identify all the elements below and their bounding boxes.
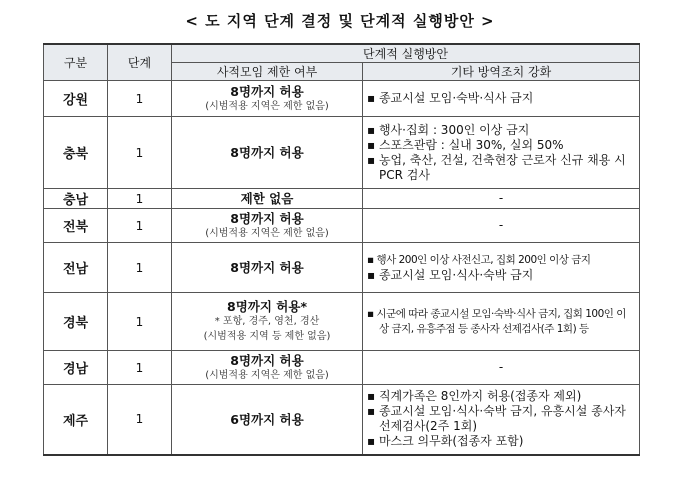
region-cell: 충북 [44,117,108,189]
table-row [44,351,640,385]
limit-cell [172,209,363,243]
header-plan: 단계적 실행방안 [172,44,640,63]
other-cell: - [363,209,640,243]
stage-cell: 1 [108,385,172,455]
other-cell [363,81,640,117]
limit-cell [172,189,363,209]
stage-cell: 1 [108,189,172,209]
table-row [44,117,640,189]
limit-cell [172,117,363,189]
bullet-item: ▪ 시군에 따라 종교시설 모임·숙박·식사 금지, 집회 100인 이상 금지, 유흥주점 등 종사자 선제검사(주 1회) 등 [367,307,626,335]
bullet-item: ▪ 마스크 의무화(접종자 포함) [367,434,524,449]
other-cell [363,243,640,293]
limit-cell [172,293,363,351]
other-cell [363,293,640,351]
other-cell [363,117,640,189]
region-cell: 제주 [44,385,108,455]
limit-main: 8명까지 허용* [227,299,307,314]
limit-sub: (시범적용 지역은 제한 없음) [205,227,329,239]
limit-sub-2: (시범적용 지역 등 제한 없음) [203,331,331,342]
limit-main: 8명까지 허용 [230,83,304,99]
header-category: 구분 [44,44,108,81]
bullet-item: ▪ 스포츠관람 : 실내 30%, 실외 50% [367,137,564,152]
limit-sub: (시범적용 지역은 제한 없음) [205,369,329,381]
bullet-item: ▪ 직계가족은 8인까지 허용(접종자 제외) [367,389,582,404]
table-row [44,209,640,243]
table-row [44,81,640,117]
region-cell: 전남 [44,243,108,293]
bullet-item: ▪ 종교시설 모임·식사·숙박 금지 [367,267,534,282]
limit-main: 8명까지 허용 [230,352,304,368]
limit-cell [172,385,363,455]
region-cell: 강원 [44,81,108,117]
other-cell: - [363,351,640,385]
bullet-item: ▪ 행사·집회 : 300인 이상 금지 [367,122,530,137]
bullet-item: ▪ 농업, 축산, 건설, 건축현장 근로자 신규 채용 시 PCR 검사 [367,152,626,182]
region-cell: 전북 [44,209,108,243]
limit-sub: * 포항, 경주, 영천, 경산 [214,316,320,327]
stage-cell: 1 [108,351,172,385]
header-other-measures: 기타 방역조치 강화 [363,63,640,81]
measures-table [43,43,640,456]
table-row [44,385,640,455]
stage-cell: 1 [108,243,172,293]
limit-main: 8명까지 허용 [230,145,304,160]
limit-main: 제한 없음 [240,191,294,206]
bullet-item: ▪ 종교시설 모임·식사·숙박 금지, 유흥시설 종사자 선제검사(2주 1회) [367,404,626,434]
limit-main: 6명까지 허용 [230,411,304,427]
region-cell: 경남 [44,351,108,385]
limit-cell [172,243,363,293]
document-title: < 도 지역 단계 결정 및 단계적 실행방안 > [185,12,495,30]
stage-cell: 1 [108,117,172,189]
region-cell: 경북 [44,293,108,351]
other-cell: - [363,189,640,209]
table-row [44,243,640,293]
bullet-item: ▪ 행사 200인 이상 사전신고, 집회 200인 이상 금지 [367,253,591,266]
region-cell: 충남 [44,189,108,209]
table-row [44,189,640,209]
limit-main: 8명까지 허용 [230,210,304,226]
limit-sub: (시범적용 지역은 제한 없음) [205,100,329,112]
stage-cell: 1 [108,293,172,351]
header-stage: 단계 [108,44,172,81]
stage-cell: 1 [108,209,172,243]
header-private-limit: 사적모임 제한 여부 [172,63,363,81]
bullet-item: ▪ 종교시설 모임·숙박·식사 금지 [367,91,534,105]
other-cell [363,385,640,455]
limit-main: 8명까지 허용 [230,260,304,275]
limit-cell [172,351,363,385]
table-row [44,293,640,351]
limit-cell [172,81,363,117]
stage-cell: 1 [108,81,172,117]
